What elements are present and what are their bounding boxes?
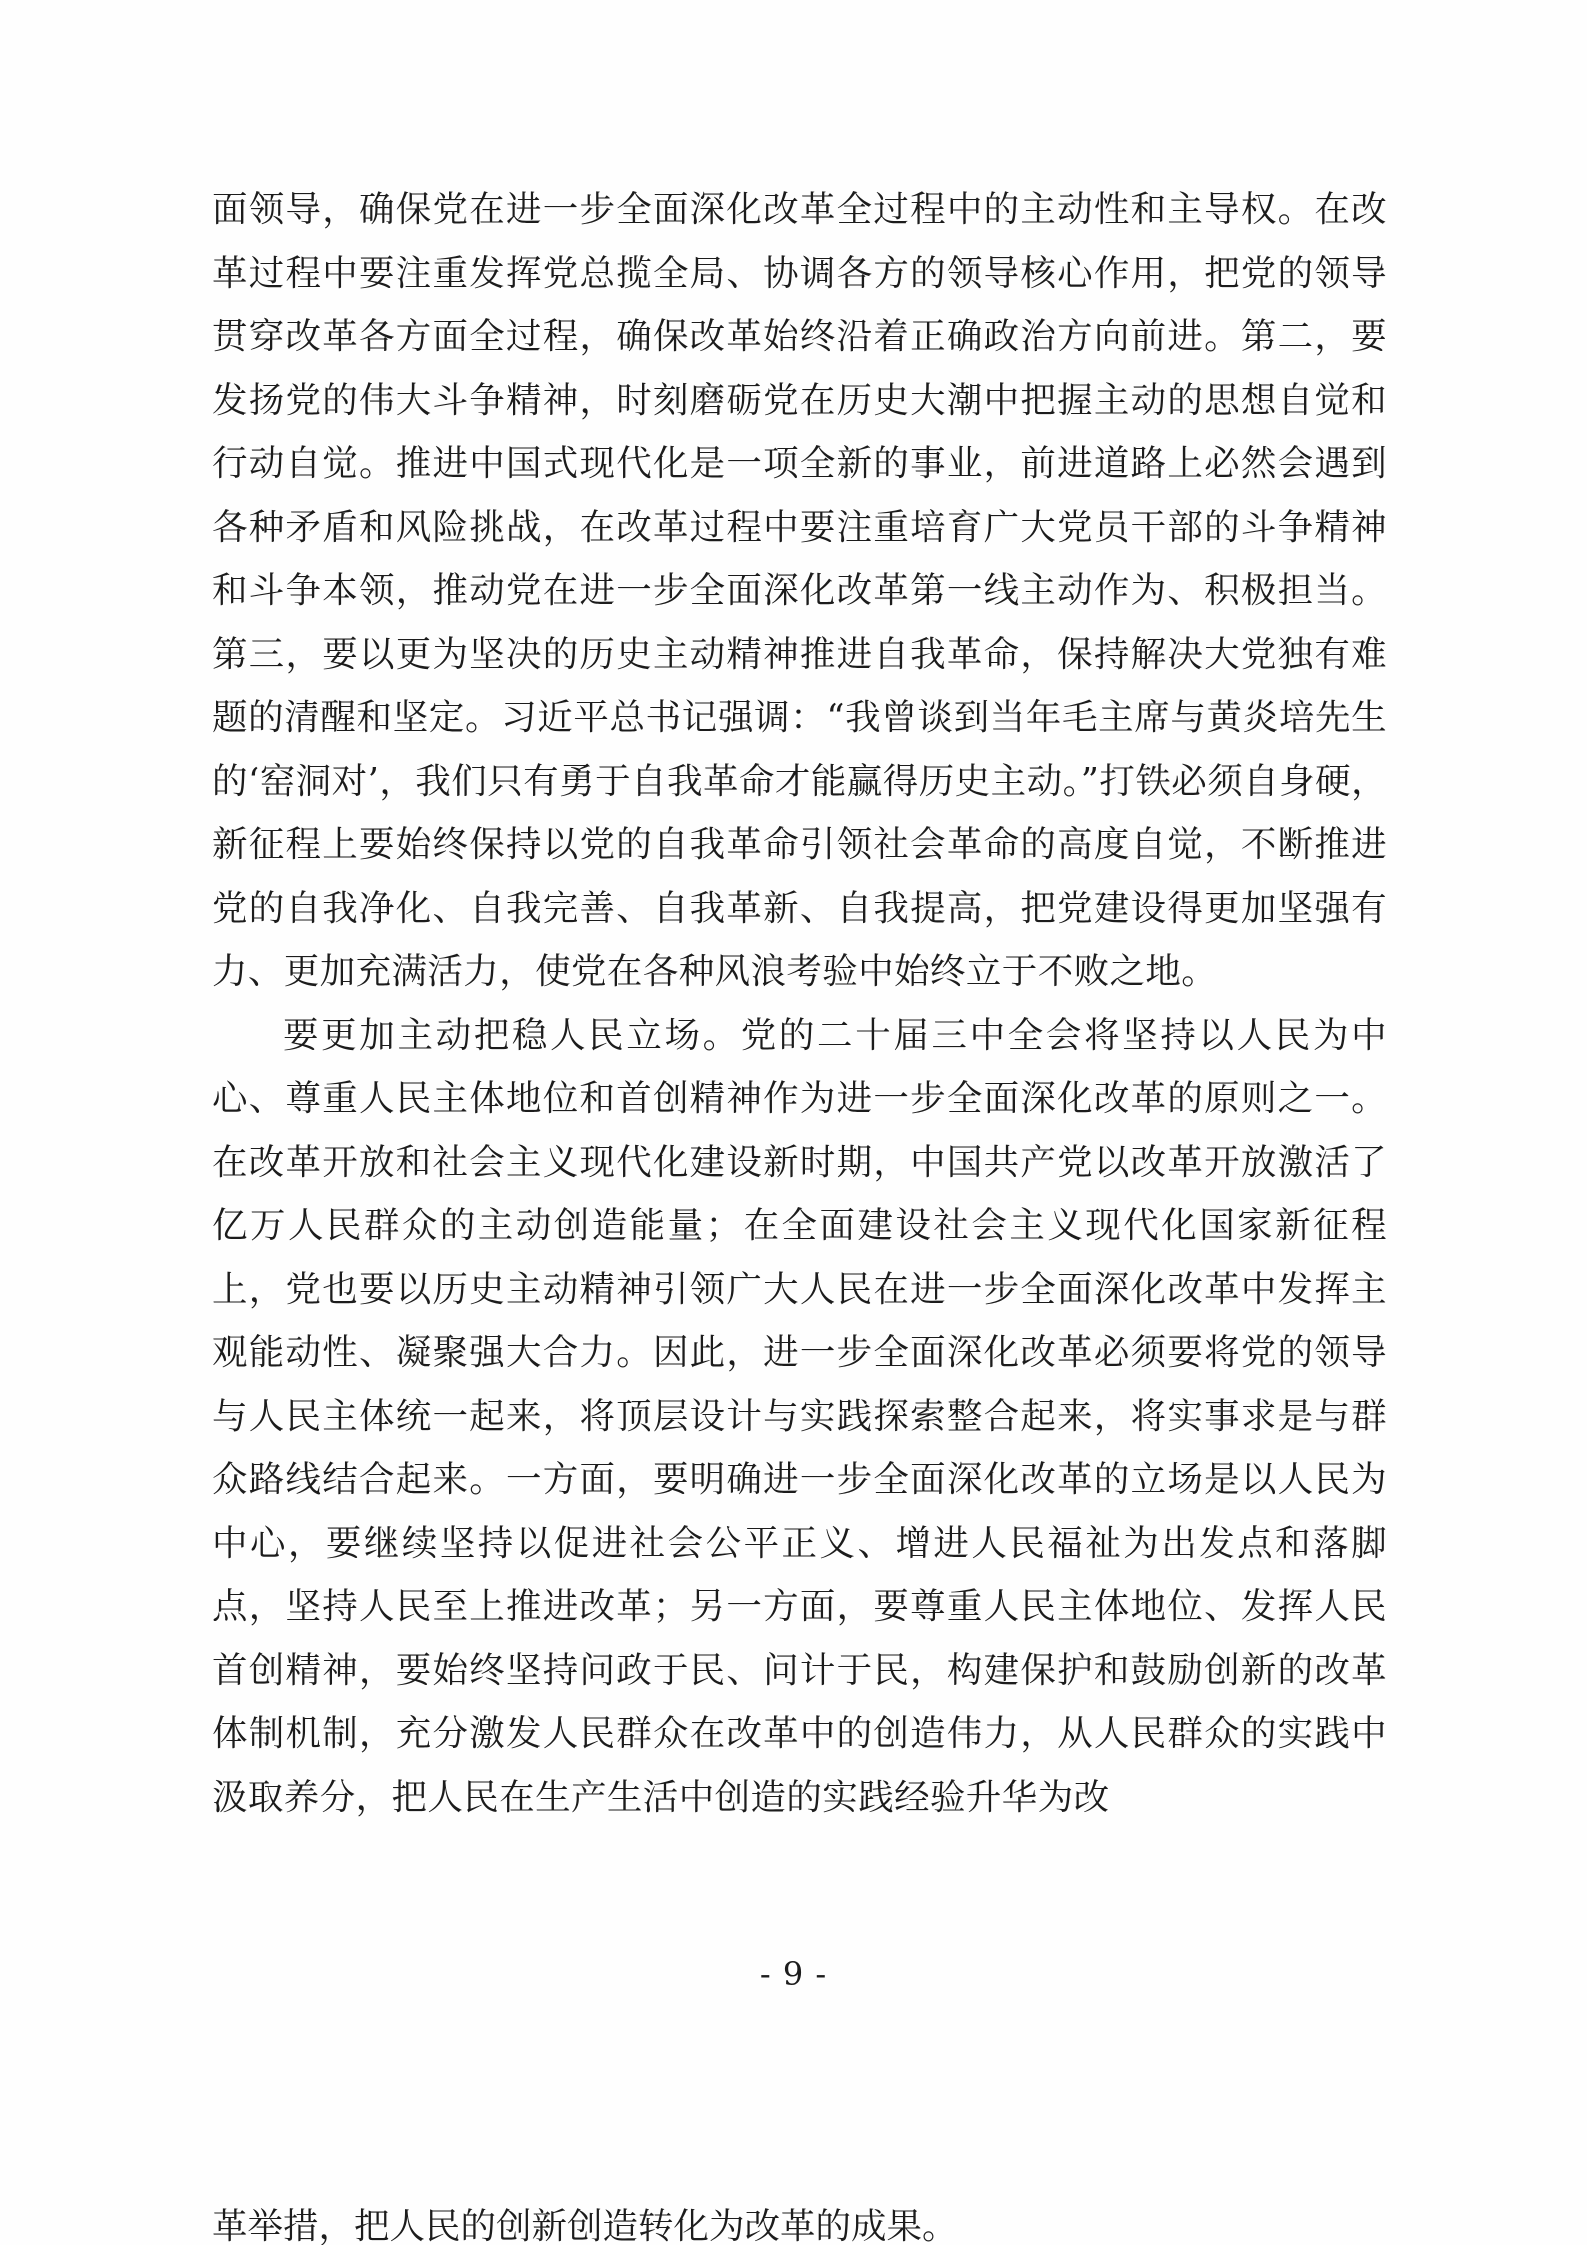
bottom-partial-line: 革举措，把人民的创新创造转化为改革的成果。	[212, 2206, 958, 2245]
page-body	[212, 178, 1387, 1829]
page-number: - 9 -	[759, 1955, 828, 1993]
paragraph-2: 要更加主动把稳人民立场。党的二十届三中全会将坚持以人民为中心、尊重人民主体地位和首创精神作为进一步全面深化改革的原则之一。在改革开放和社会主义现代化建设新时期，中国共产党以改革开放激活了亿万人民群众的主动创造能量；在全面建设社会主义现代化国家新征程上，党也要以历史主动精神引领广大人民在进一步全面深化改革中发挥主观能动性、凝聚强大合力。因此，进一步全面深化改革必须要将党的领导与人民主体统一起来，将顶层设计与实践探索整合起来，将实事求是与群众路线结合起来。一方面，要明确进一步全面深化改革的立场是以人民为中心，要继续坚持以促进社会公平正义、增进人民福祉为出发点和落脚点，坚持人民至上推进改革；另一方面，要尊重人民主体地位、发挥人民首创精神，要始终坚持问政于民、问计于民，构建保护和鼓励创新的改革体制机制，充分激发人民群众在改革中的创造伟力，从人民群众的实践中汲取养分，把人民在生产生活中创造的实践经验升华为改	[212, 1014, 1387, 1818]
paragraph-1: 面领导，确保党在进一步全面深化改革全过程中的主动性和主导权。在改革过程中要注重发挥党总揽全局、协调各方的领导核心作用，把党的领导贯穿改革各方面全过程，确保改革始终沿着正确政治方向前进。第二，要发扬党的伟大斗争精神，时刻磨砺党在历史大潮中把握主动的思想自觉和行动自觉。推进中国式现代化是一项全新的事业，前进道路上必然会遇到各种矛盾和风险挑战，在改革过程中要注重培育广大党员干部的斗争精神和斗争本领，推动党在进一步全面深化改革第一线主动作为、积极担当。第三，要以更为坚决的历史主动精神推进自我革命，保持解决大党独有难题的清醒和坚定。习近平总书记强调：“我曾谈到当年毛主席与黄炎培先生的‘窑洞对’，我们只有勇于自我革命才能赢得历史主动。”打铁必须自身硬，新征程上要始终保持以党的自我革命引领社会革命的高度自觉，不断推进党的自我净化、自我完善、自我革新、自我提高，把党建设得更加坚强有力、更加充满活力，使党在各种风浪考验中始终立于不败之地。	[212, 189, 1387, 992]
